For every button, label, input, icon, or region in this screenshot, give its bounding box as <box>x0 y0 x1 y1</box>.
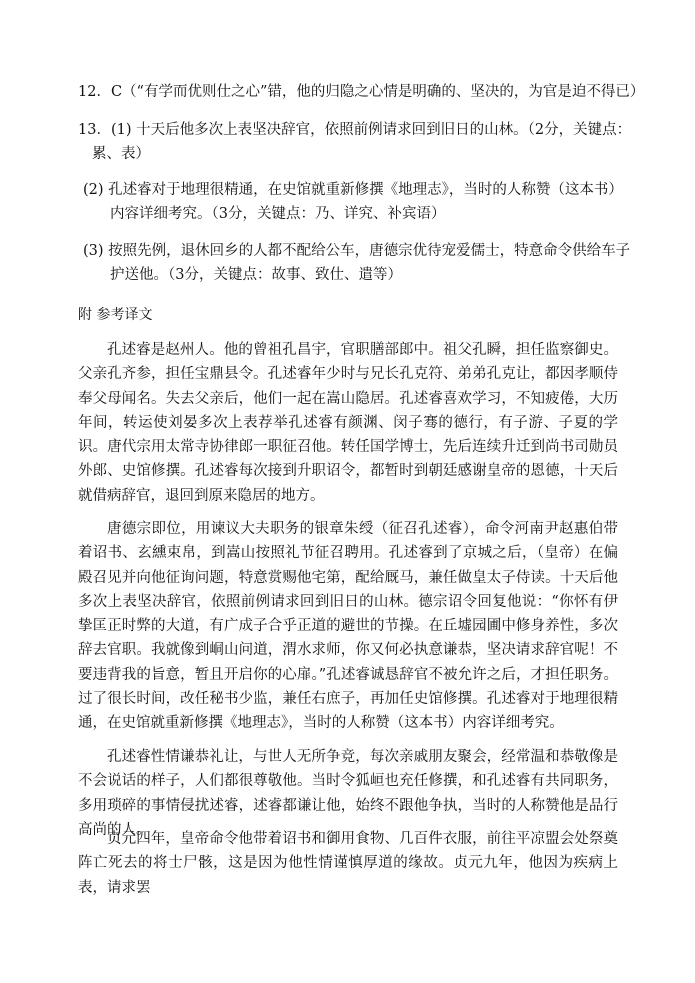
answer-13-part-1-continuation: 累、表） <box>92 146 150 162</box>
answer-13-part-1 <box>78 123 631 138</box>
answer-12-number: 12． <box>78 84 111 100</box>
translation-paragraph: 孔述睿是赵州人。他的曾祖孔昌宇，官职膳部郎中。祖父孔瞬，担任监察御史。父亲孔齐参，担任宝鼎县令。孔述睿年少时与兄长孔克符、弟弟孔克让，都因孝顺侍奉父母闻名。失去父亲后，他们一起在嵩山隐居。孔述睿喜欢学习，不知疲倦，大历年间，转运使刘晏多次上表荐举孔述睿有颜渊、闵子骞的德行，有子游、子夏的学识。唐代宗用太常寺协律郎一职征召他。转任国学博士，先后连续升迁到尚书司勋员外郎、史馆修撰。孔述睿每次接到升职诏令，都暂时到朝廷感谢皇帝的恩德，十天后就借病辞官，退回到原来隐居的地方。 <box>78 342 618 504</box>
translation-paragraph: 唐德宗即位，用谏议大夫职务的银章朱绶（征召孔述睿），命令河南尹赵惠伯带着诏书、玄纁束帛，到嵩山按照礼节征召聘用。孔述睿到了京城之后，（皇帝）在偏殿召见并向他征询问题，特意赏赐他宅第，配给厩马，兼任做皇太子侍读。十天后他多次上表坚决辞官，依照前例请求回到旧日的山林。德宗诏令回复他说：“你怀有伊挚匡正时弊的大道，有广成子合乎正道的避世的节操。在丘墟园圃中修身养性，多次辞去官职。我就像到峒山问道，渭水求师，你又何必执意谦恭，坚决请求辞官呢！不要违背我的旨意，暂且开启你的心扉。”孔述睿诚恳辞官不被允许之后，才担任职务。过了很长时间，改任秘书少监，兼任右庶子，再加任史馆修撰。孔述睿对于地理很精通，在史馆就重新修撰《地理志》，当时的人称赞（这本书）内容详细考究。 <box>78 521 618 732</box>
answer-12-text: C（“有学而优则仕之心”错，他的归隐之心情是明确的、坚决的，为官是迫不得已） <box>110 84 645 100</box>
answer-13-part-3-continuation: 护送他。（3分，关键点：故事、致仕、遣等） <box>110 267 402 283</box>
answer-12 <box>78 85 644 100</box>
answer-13-part-2-continuation: 内容详细考究。（3分，关键点：乃、详究、补宾语） <box>110 206 446 222</box>
translation-paragraph: 贞元四年，皇帝命令他带着诏书和御用食物、几百件衣服，前往平凉盟会处祭奠阵亡死去的将士尸骸，这是因为他性情谨慎厚道的缘故。贞元九年，他因为疾病上表，请求罢 <box>78 831 618 896</box>
answer-13-part-1-label: (1) <box>110 122 132 138</box>
answer-13-part-2-label: (2) <box>83 182 104 198</box>
answer-13-part-1-text: 十天后他多次上表坚决辞官，依照前例请求回到旧日的山林。（2分，关键点： <box>136 122 632 138</box>
translation-paragraph: 孔述睿性情谦恭礼让，与世人无所争竞，每次亲戚朋友聚会，经常温和恭敬像是不会说话的样子，人们都很尊敬他。当时令狐峘也充任修撰，和孔述睿有共同职务，多用琐碎的事情侵扰述睿，述睿都谦让他，始终不跟他争执，当时的人称赞他是品行高尚的人。 <box>78 749 618 838</box>
translation-heading: 附 参考译文 <box>78 307 153 323</box>
answer-13-number: 13． <box>78 122 111 138</box>
answer-13-part-2-text: 孔述睿对于地理很精通，在史馆就重新修撰《地理志》，当时的人称赞（这本书） <box>108 182 623 198</box>
answer-13-part-3 <box>83 244 630 259</box>
answer-13-part-3-label: (3) <box>83 243 104 259</box>
answer-13-part-3-text: 按照先例，退休回乡的人都不配给公车，唐德宗优待宠爱儒士，特意命令供给车子 <box>108 243 631 259</box>
answer-13-part-2 <box>83 183 623 198</box>
